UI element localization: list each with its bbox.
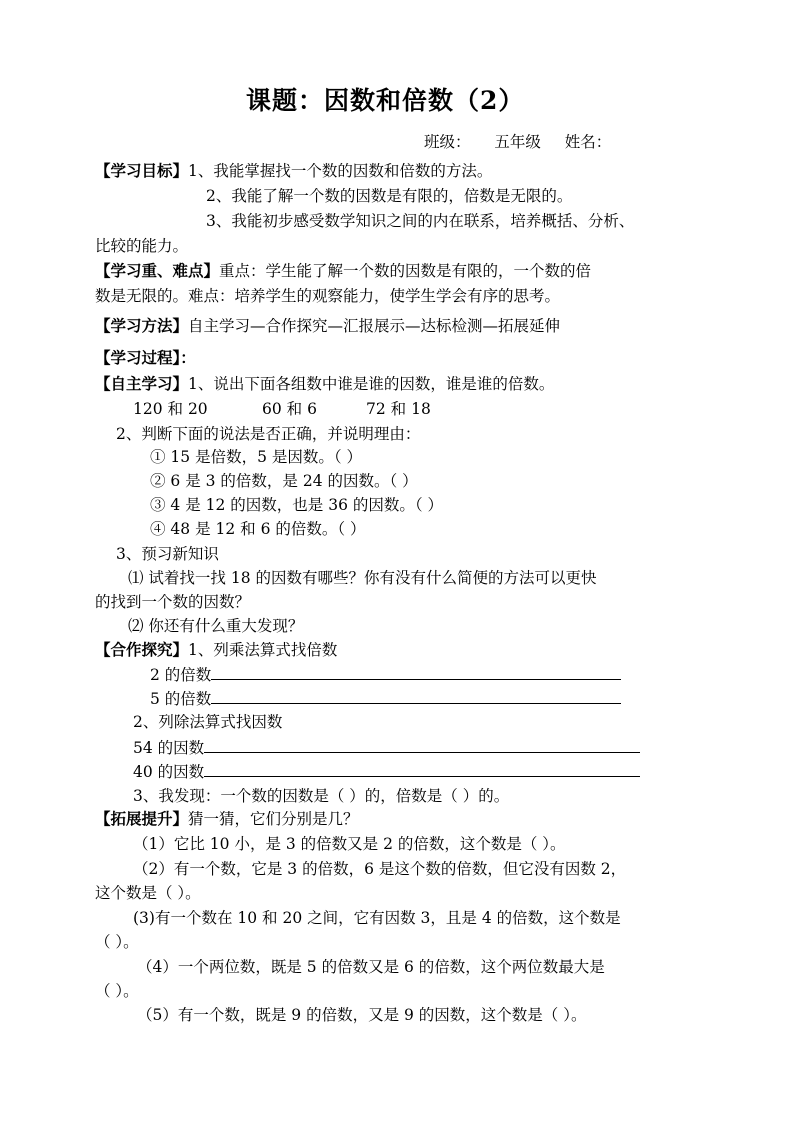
coop-q1: 1、列乘法算式找倍数 [188,641,338,659]
preview-item-2: ⑵ 你还有什么重大发现？ [128,617,304,635]
goal-item-3b: 比较的能力。 [95,237,189,255]
method-text: 自主学习—合作探究—汇报展示—达标检测—拓展延伸 [188,317,561,335]
preview-item-1b: 的找到一个数的因数？ [95,593,251,611]
key-points-text-2: 数是无限的。难点：培养学生的观察能力，使学生学会有序的思考。 [95,287,561,305]
pair-2: 60 和 6 [262,400,317,418]
key-points-text-1: 重点：学生能了解一个数的因数是有限的，一个数的倍 [219,262,592,280]
extend-label: 【拓展提升】 [95,809,189,828]
multiples-of-5-label: 5 的倍数 [150,690,212,708]
self-study-q1: 1、说出下面各组数中谁是谁的因数，谁是谁的倍数。 [188,375,555,393]
judge-item-1: ① 15 是倍数，5 是因数。（ ） [150,448,363,466]
process-label: 【学习过程】： [95,348,196,367]
extend-item-2b: 这个数是（ ）。 [95,884,201,902]
key-points-line-1 [95,260,591,282]
extend-item-4a: （4）一个两位数，既是 5 的倍数又是 6 的倍数，这个两位数最大是 [137,958,605,976]
method-line [95,315,560,337]
self-study-label: 【自主学习】 [95,374,189,393]
goal-item-3a: 3、我能初步感受数学知识之间的内在联系，培养概括、分析、 [206,212,635,230]
goals-label: 【学习目标】 [95,161,189,180]
coop-q2: 2、列除法算式找因数 [133,713,283,731]
factors-of-54-blank [204,736,640,753]
judge-item-2: ② 6 是 3 的倍数，是 24 的因数。（ ） [150,472,418,490]
method-label: 【学习方法】 [95,316,189,335]
judge-item-4: ④ 48 是 12 和 6 的倍数。（ ） [150,520,366,538]
goals-line-1 [95,160,492,182]
judge-item-3: ③ 4 是 12 的因数，也是 36 的因数。（ ） [150,496,444,514]
extend-item-5: （5）有一个数，既是 9 的倍数，又是 9 的因数，这个数是（ ）。 [137,1006,587,1024]
coop-label: 【合作探究】 [95,640,189,659]
goal-item-1: 1、我能掌握找一个数的因数和倍数的方法。 [188,162,493,180]
multiples-of-5-blank [211,687,621,704]
name-label: 姓名： [564,133,612,151]
factors-of-54-label: 54 的因数 [133,739,205,757]
factors-of-40-row [133,760,640,783]
preview-item-1a: ⑴ 试着找一找 18 的因数有哪些？你有没有什么简便的方法可以更快 [128,569,597,587]
factors-of-40-label: 40 的因数 [133,763,205,781]
factors-of-40-blank [204,760,640,777]
key-points-label: 【学习重、难点】 [95,261,220,280]
extend-intro: 猜一猜，它们分别是几？ [188,810,359,828]
pair-1: 120 和 20 [133,400,208,418]
goal-item-2: 2、我能了解一个数的因数是有限的，倍数是无限的。 [206,187,573,205]
self-study-q2: 2、判断下面的说法是否正确，并说明理由： [116,425,421,443]
extend-item-3a: (3)有一个数在 10 和 20 之间，它有因数 3，且是 4 的倍数，这个数是 [133,909,621,927]
multiples-of-2-row [150,663,621,686]
grade-value: 五年级 [494,133,541,151]
extend-item-3b: （ ）。 [95,933,139,951]
page-title: 课题：因数和倍数（2） [246,86,525,115]
extend-line [95,808,359,830]
self-study-q3: 3、预习新知识 [116,545,219,563]
class-info [424,131,611,153]
class-label: 班级： [424,133,471,151]
extend-item-2a: （2）有一个数，它是 3 的倍数，6 是这个数的倍数，但它没有因数 2， [133,860,627,878]
extend-item-1: （1）它比 10 小，是 3 的倍数又是 2 的倍数，这个数是（ ）。 [133,835,566,853]
coop-q3: 3、我发现：一个数的因数是（ ）的，倍数是（ ）的。 [133,787,510,805]
multiples-of-2-blank [211,663,621,680]
multiples-of-2-label: 2 的倍数 [150,666,212,684]
pair-3: 72 和 18 [366,400,431,418]
coop-line [95,639,337,661]
self-study-line [95,373,554,395]
extend-item-4b: （ ）。 [95,982,139,1000]
multiples-of-5-row [150,687,621,710]
factors-of-54-row [133,736,640,759]
